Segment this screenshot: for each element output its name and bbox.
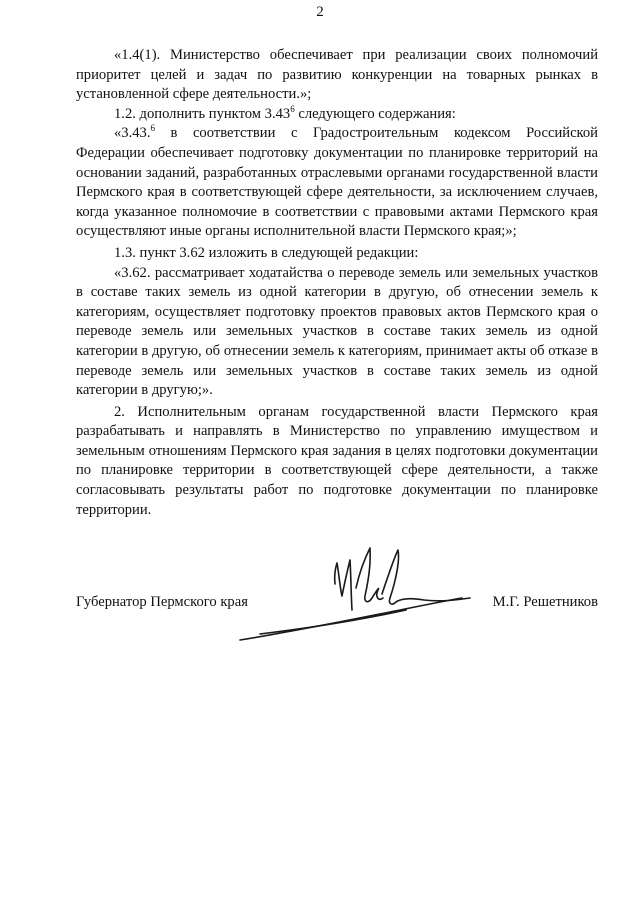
paragraph-3-43-6-text-b: в соответствии с Градостроительным кодексом Российской Федерации обеспечивает подготовку документации по планировке территорий на основании заданий, разработанных отраслевыми органами государственной власти Пермского края в соответствующей сфере деятельности, за исключением случаев, когда указанное полномочие в соответствии с правовыми актами Пермского края осуществляют иные органы исполнительной власти Пермского края;»; xyxy=(76,125,598,240)
document-body xyxy=(76,46,598,520)
paragraph-1-2-text-a: 1.2. дополнить пунктом 3.43 xyxy=(114,105,291,122)
signer-name: М.Г. Решетников xyxy=(492,594,598,610)
paragraph-3-43-6-text-a: «3.43. xyxy=(114,125,151,142)
paragraph-1-2-text-b: следующего содержания: xyxy=(294,105,456,122)
paragraph-1-2 xyxy=(76,105,598,125)
superscript-6: 6 xyxy=(290,103,295,114)
paragraph-2: 2. Исполнительным органам государственной власти Пермского края разрабатывать и направлять в Министерство по управлению имуществом и земельным отношениям Пермского края задания в целях подготовки документации по планировке территории в соответствующей сфере деятельности, а также согласовывать результаты работ по подготовке документации по планировке территории. xyxy=(76,403,598,518)
page-number: 2 xyxy=(316,4,324,20)
handwritten-signature xyxy=(230,536,490,646)
paragraph-3-43-6 xyxy=(76,124,598,242)
paragraph-1-4-1: «1.4(1). Министерство обеспечивает при реализации своих полномочий приоритет целей и задач по развитию конкуренции на товарных рынках в установленной сфере деятельности.»; xyxy=(76,47,598,103)
signature-row xyxy=(76,592,598,614)
signer-position: Губернатор Пермского края xyxy=(76,594,248,610)
superscript-6: 6 xyxy=(150,123,155,134)
paragraph-3-62: «3.62. рассматривает ходатайства о переводе земель или земельных участков в составе таких земель из одной категории в другую, об отнесении земель к категориям, осуществляет подготовку проектов правовых актов Пермского края о переводе земель или земельных участков в составе таких земель из одной категории в другую, об отнесении земель к категориям, принимает акты об отказе в переводе земель или земельных участков в составе таких земель из одной категории в другую;». xyxy=(76,264,598,399)
paragraph-1-3: 1.3. пункт 3.62 изложить в следующей редакции: xyxy=(114,244,419,261)
